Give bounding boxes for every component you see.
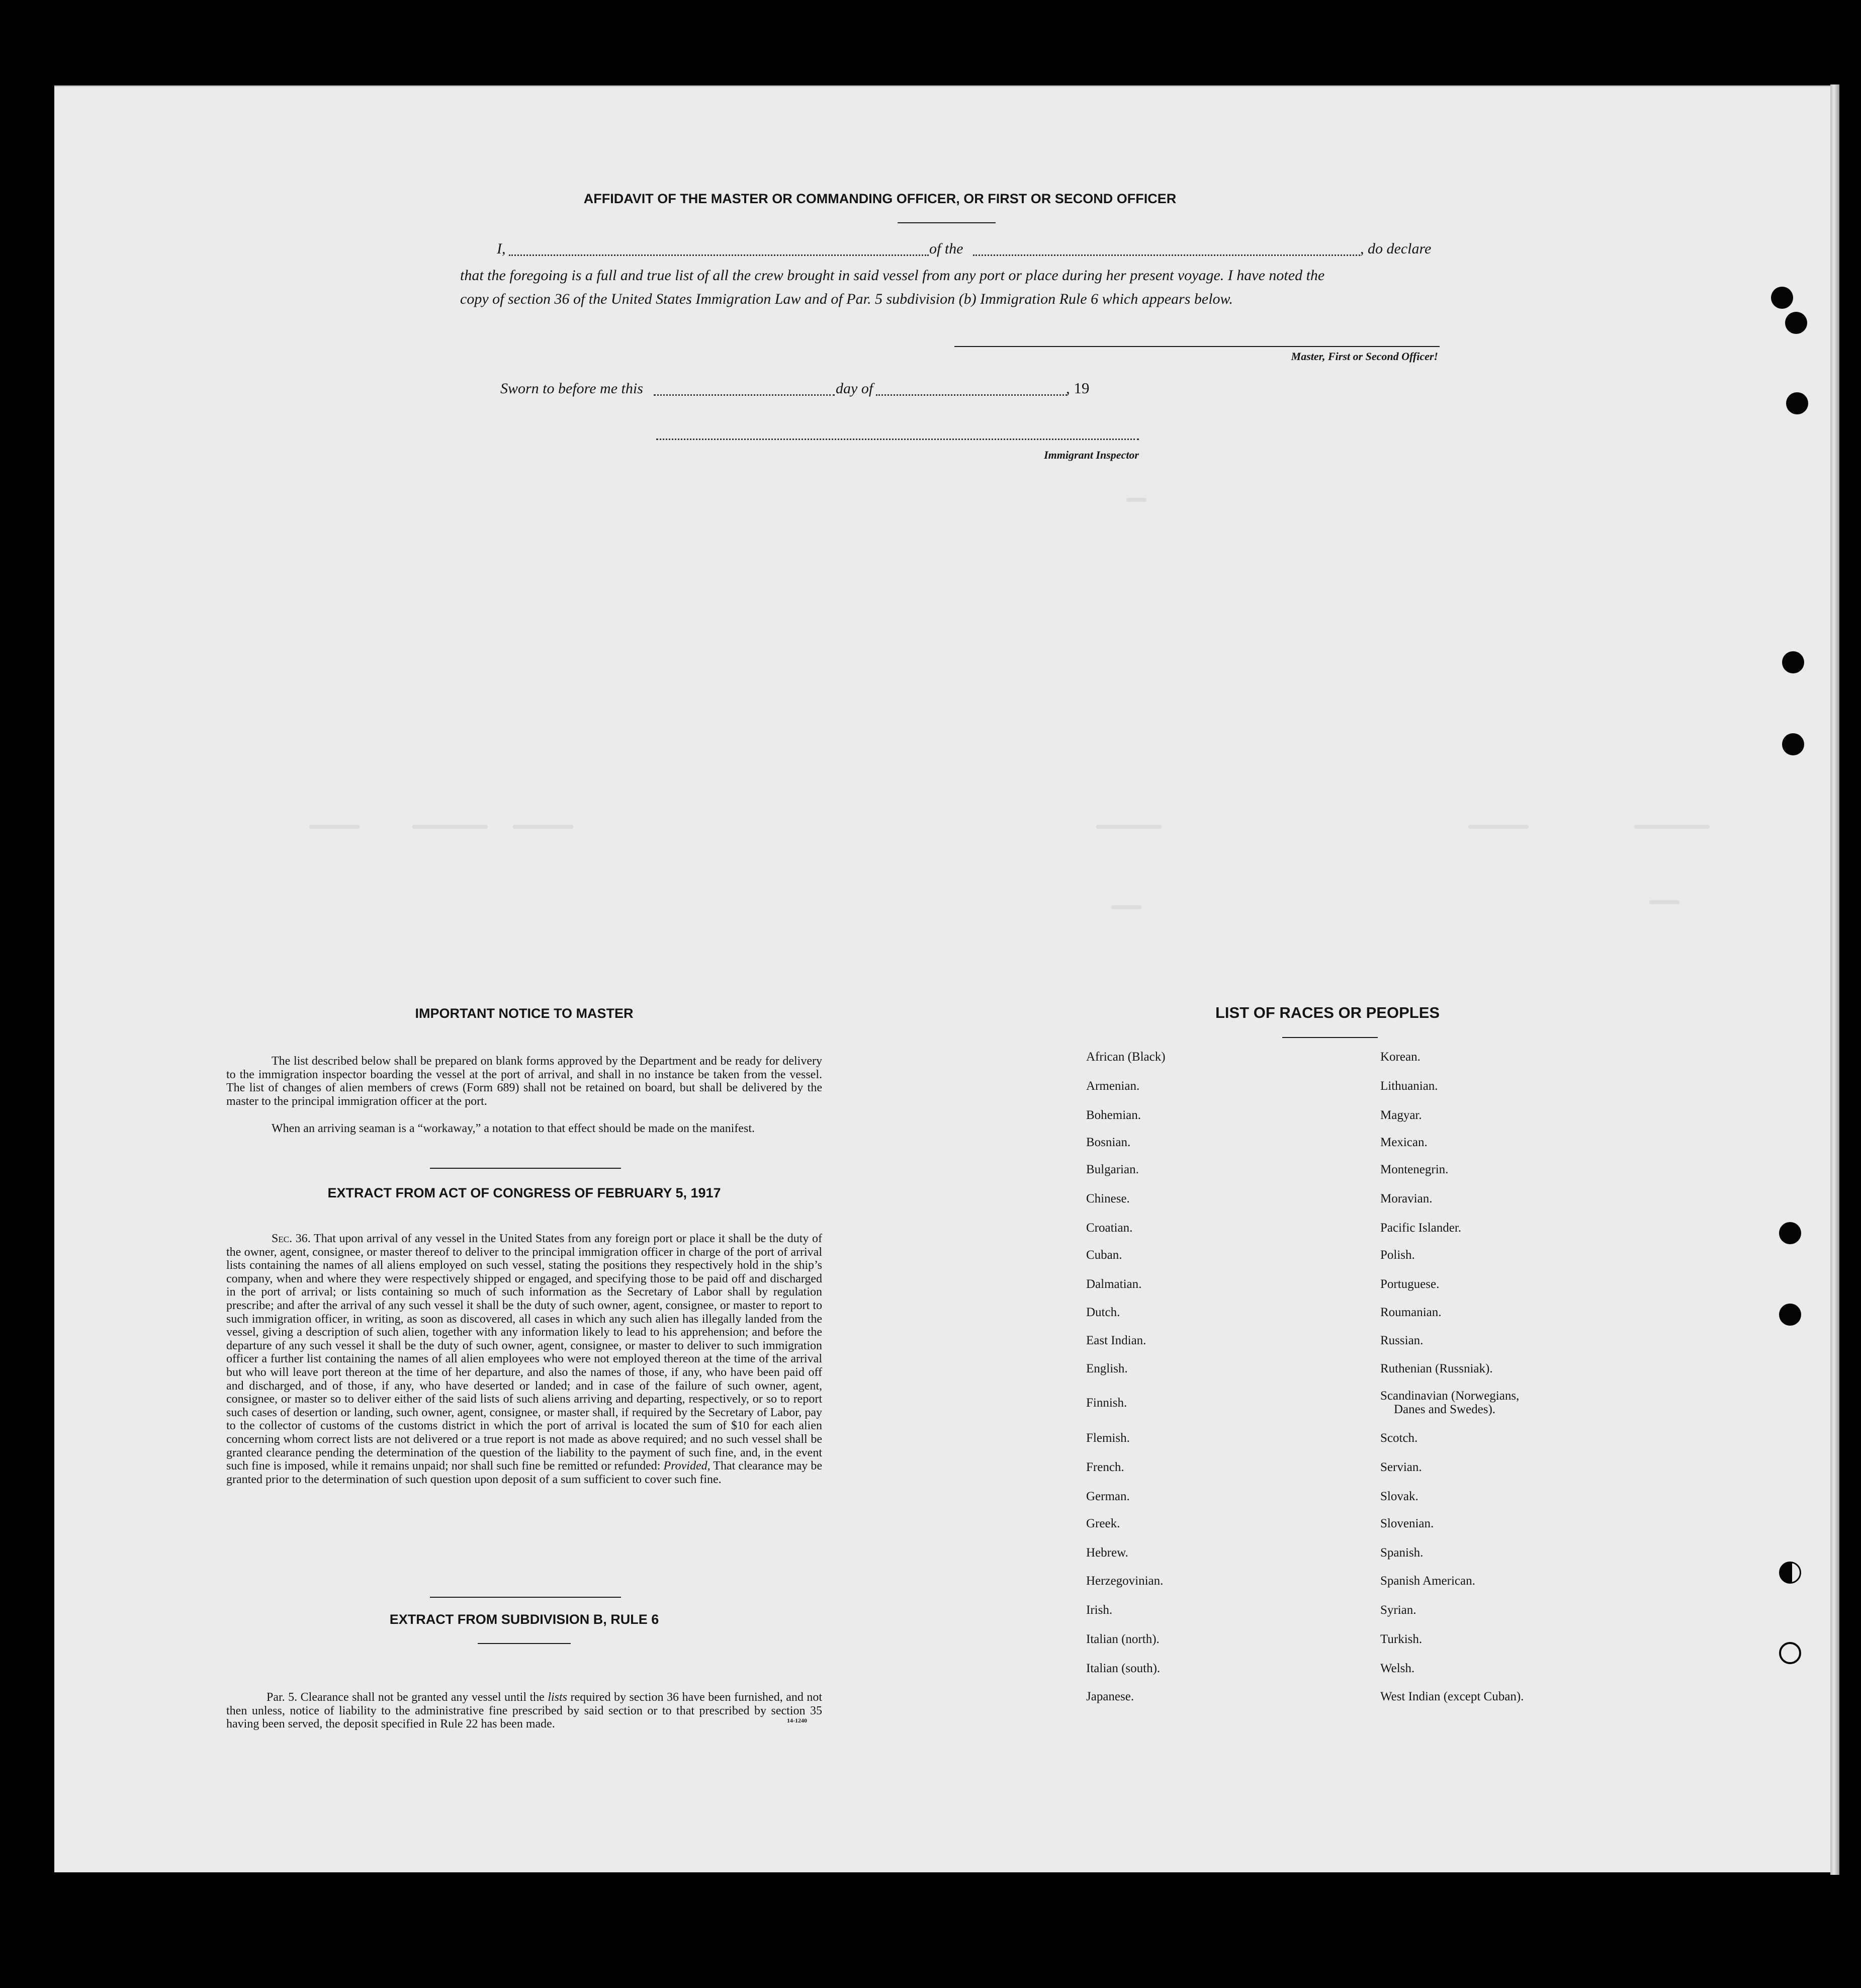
- race-item: Spanish American.: [1380, 1574, 1475, 1588]
- race-item: Turkish.: [1380, 1632, 1423, 1646]
- race-item: Greek.: [1086, 1517, 1120, 1530]
- sworn-month-field[interactable]: [876, 394, 1067, 396]
- race-item: Slovak.: [1380, 1490, 1419, 1503]
- affidavit-body-line2: that the foregoing is a full and true list of all the crew brought in said vessel from any port or place during her present voyage. I have noted the: [460, 267, 1325, 284]
- inspector-caption: Immigrant Inspector: [1044, 449, 1139, 461]
- race-item: Finnish.: [1086, 1396, 1127, 1410]
- races-title-underline: [1282, 1037, 1378, 1038]
- race-item: Scotch.: [1380, 1431, 1418, 1445]
- section-36-text: [226, 1232, 822, 1486]
- race-item: Bulgarian.: [1086, 1163, 1139, 1176]
- sec-36-label: Sec. 36.: [272, 1232, 311, 1245]
- race-item: Korean.: [1380, 1050, 1421, 1064]
- race-item: Danes and Swedes).: [1394, 1403, 1496, 1416]
- sworn-label: Sworn to before me this: [500, 380, 643, 397]
- race-item: Pacific Islander.: [1380, 1221, 1462, 1235]
- affiant-name-field[interactable]: [509, 254, 929, 256]
- title-underline: [898, 222, 996, 223]
- lists-word: lists: [548, 1691, 568, 1704]
- race-item: Servian.: [1380, 1460, 1422, 1474]
- race-item: Cuban.: [1086, 1248, 1122, 1262]
- race-item: Armenian.: [1086, 1079, 1140, 1093]
- notice-paragraph-2: When an arriving seaman is a “workaway,” a notation to that effect should be made on the manifest.: [272, 1122, 755, 1135]
- form-number: 14-1240: [787, 1717, 807, 1724]
- extract-act-title: EXTRACT FROM ACT OF CONGRESS OF FEBRUARY 5, 1917: [327, 1185, 721, 1200]
- extract-rule-title: EXTRACT FROM SUBDIVISION B, RULE 6: [389, 1612, 659, 1627]
- signature-caption: Master, First or Second Officer!: [1291, 350, 1438, 363]
- affidavit-title: AFFIDAVIT OF THE MASTER OR COMMANDING OFFICER, OR FIRST OR SECOND OFFICER: [583, 191, 1177, 206]
- races-title: LIST OF RACES OR PEOPLES: [1215, 1004, 1440, 1021]
- race-item: Moravian.: [1380, 1192, 1433, 1205]
- race-item: Polish.: [1380, 1248, 1415, 1262]
- race-item: Japanese.: [1086, 1690, 1134, 1703]
- notice-paragraph-1: The list described below shall be prepared on blank forms approved by the Department and be ready for delivery to the immigration inspector boarding the vessel at the port of arrival, and shall in no instance be taken from the vessel. The list of changes of alien members of crews (Form 689) shall not be retained on board, but shall be delivered by the master to the principal immigration officer at the port.: [226, 1055, 822, 1108]
- race-item: Herzegovinian.: [1086, 1574, 1164, 1588]
- inspector-signature-line[interactable]: [656, 439, 1139, 440]
- race-item: Italian (south).: [1086, 1662, 1161, 1675]
- day-of-label: day of: [836, 380, 873, 397]
- race-item: Bosnian.: [1086, 1136, 1131, 1149]
- affidavit-i-label: I,: [497, 240, 506, 257]
- race-item: Slovenian.: [1380, 1517, 1434, 1530]
- rule-title-underline: [478, 1643, 571, 1644]
- race-item: Montenegrin.: [1380, 1163, 1449, 1176]
- signature-line[interactable]: [954, 346, 1440, 347]
- section-divider-2: [430, 1597, 621, 1598]
- race-item: Ruthenian (Russniak).: [1380, 1362, 1493, 1375]
- race-item: Italian (north).: [1086, 1632, 1160, 1646]
- race-item: Lithuanian.: [1380, 1079, 1438, 1093]
- rule-6-body-2: required by section 36 have been furnished, and not then unless, notice of liability to the administrative fine prescribed by said section or to that prescribed by section 35 having been served, the deposit specified in Rule 22 has been made.: [226, 1691, 823, 1731]
- sec-36-body-1: That upon arrival of any vessel in the United States from any foreign port or place it shall be the duty of the owner, agent, consignee, or master thereof to deliver to the principal immigration officer in charge of the port of arrival lists containing the names of all aliens employed on such vessel, stating the positions they respectively hold in the ship’s company, when and where they were respectively shipped or engaged, and specifying those to be paid off and discharged in the port of arrival; or lists containing so much of such information as the Secretary of Labor shall by regulation prescribe; and after the arrival of any such vessel it shall be the duty of such owner, agent, consignee, or master to report to such immigration officer, in writing, as soon as discovered, all cases in which any such alien has illegally landed from the vessel, giving a description of such alien, together with any information likely to lead to his apprehension; and before the departure of any such vessel it shall be the duty of such owner, agent, consignee, or master to deliver to such immigration officer a further list containing the names of all alien employees who were not employed thereon at the time of the arrival but who will leave port thereon at the time of her departure, and also the names of those, if any, who have been paid off and discharged, and of those, if any, who have deserted or landed; and in case of the failure of such owner, agent, consignee, or master so to deliver either of the said lists of such aliens arriving and departing, respectively, or so to report such cases of desertion or landing, such owner, agent, consignee, or master shall, if required by the Secretary of Labor, pay to the collector of customs of the customs district in which the port of arrival is located the sum of $10 for each alien concerning whom correct lists are not delivered or a true report is not made as above required; and no such vessel shall be granted clearance pending the determination of the question of the liability to the payment of such fine, and, in the event such fine is imposed, while it remains unpaid; nor shall such fine be remitted or refunded:: [226, 1232, 822, 1473]
- document-page: [54, 85, 1835, 1872]
- provided-word: Provided,: [663, 1459, 711, 1473]
- year-label: , 19: [1066, 379, 1090, 397]
- race-item: Spanish.: [1380, 1546, 1424, 1560]
- affidavit-body-line3: copy of section 36 of the United States Immigration Law and of Par. 5 subdivision (b) Immigration Rule 6 which appears below.: [460, 291, 1233, 307]
- race-item: Magyar.: [1380, 1108, 1422, 1122]
- race-item: Scandinavian (Norwegians,: [1380, 1389, 1520, 1403]
- section-divider-1: [430, 1168, 621, 1169]
- race-item: West Indian (except Cuban).: [1380, 1690, 1524, 1703]
- race-item: German.: [1086, 1490, 1130, 1503]
- race-item: Portuguese.: [1380, 1277, 1440, 1291]
- race-item: Dalmatian.: [1086, 1277, 1142, 1291]
- vessel-name-field[interactable]: [973, 254, 1360, 256]
- rule-6-text: [226, 1691, 822, 1731]
- race-item: Welsh.: [1380, 1662, 1415, 1675]
- race-item: East Indian.: [1086, 1334, 1146, 1347]
- race-item: Croatian.: [1086, 1221, 1133, 1235]
- race-item: Mexican.: [1380, 1136, 1428, 1149]
- race-item: Hebrew.: [1086, 1546, 1128, 1560]
- page-edge: [1830, 84, 1839, 1875]
- race-item: Syrian.: [1380, 1603, 1416, 1617]
- race-item: French.: [1086, 1460, 1124, 1474]
- race-item: Flemish.: [1086, 1431, 1130, 1445]
- race-item: Bohemian.: [1086, 1108, 1141, 1122]
- race-item: Roumanian.: [1380, 1306, 1442, 1319]
- race-item: Russian.: [1380, 1334, 1424, 1347]
- race-item: Chinese.: [1086, 1192, 1130, 1205]
- race-item: English.: [1086, 1362, 1128, 1375]
- race-item: Dutch.: [1086, 1306, 1120, 1319]
- affidavit-declare-label: , do declare: [1360, 240, 1432, 257]
- rule-6-body-1: Par. 5. Clearance shall not be granted any vessel until the: [267, 1691, 545, 1704]
- sworn-day-field[interactable]: [654, 394, 835, 396]
- sec-36-body-2: That clearance may be granted prior to the determination of such question upon deposit of a sum sufficient to cover such fine.: [226, 1459, 823, 1486]
- affidavit-of-the-label: of the: [929, 240, 963, 257]
- race-item: Irish.: [1086, 1603, 1113, 1617]
- notice-title: IMPORTANT NOTICE TO MASTER: [415, 1006, 634, 1021]
- race-item: African (Black): [1086, 1050, 1166, 1064]
